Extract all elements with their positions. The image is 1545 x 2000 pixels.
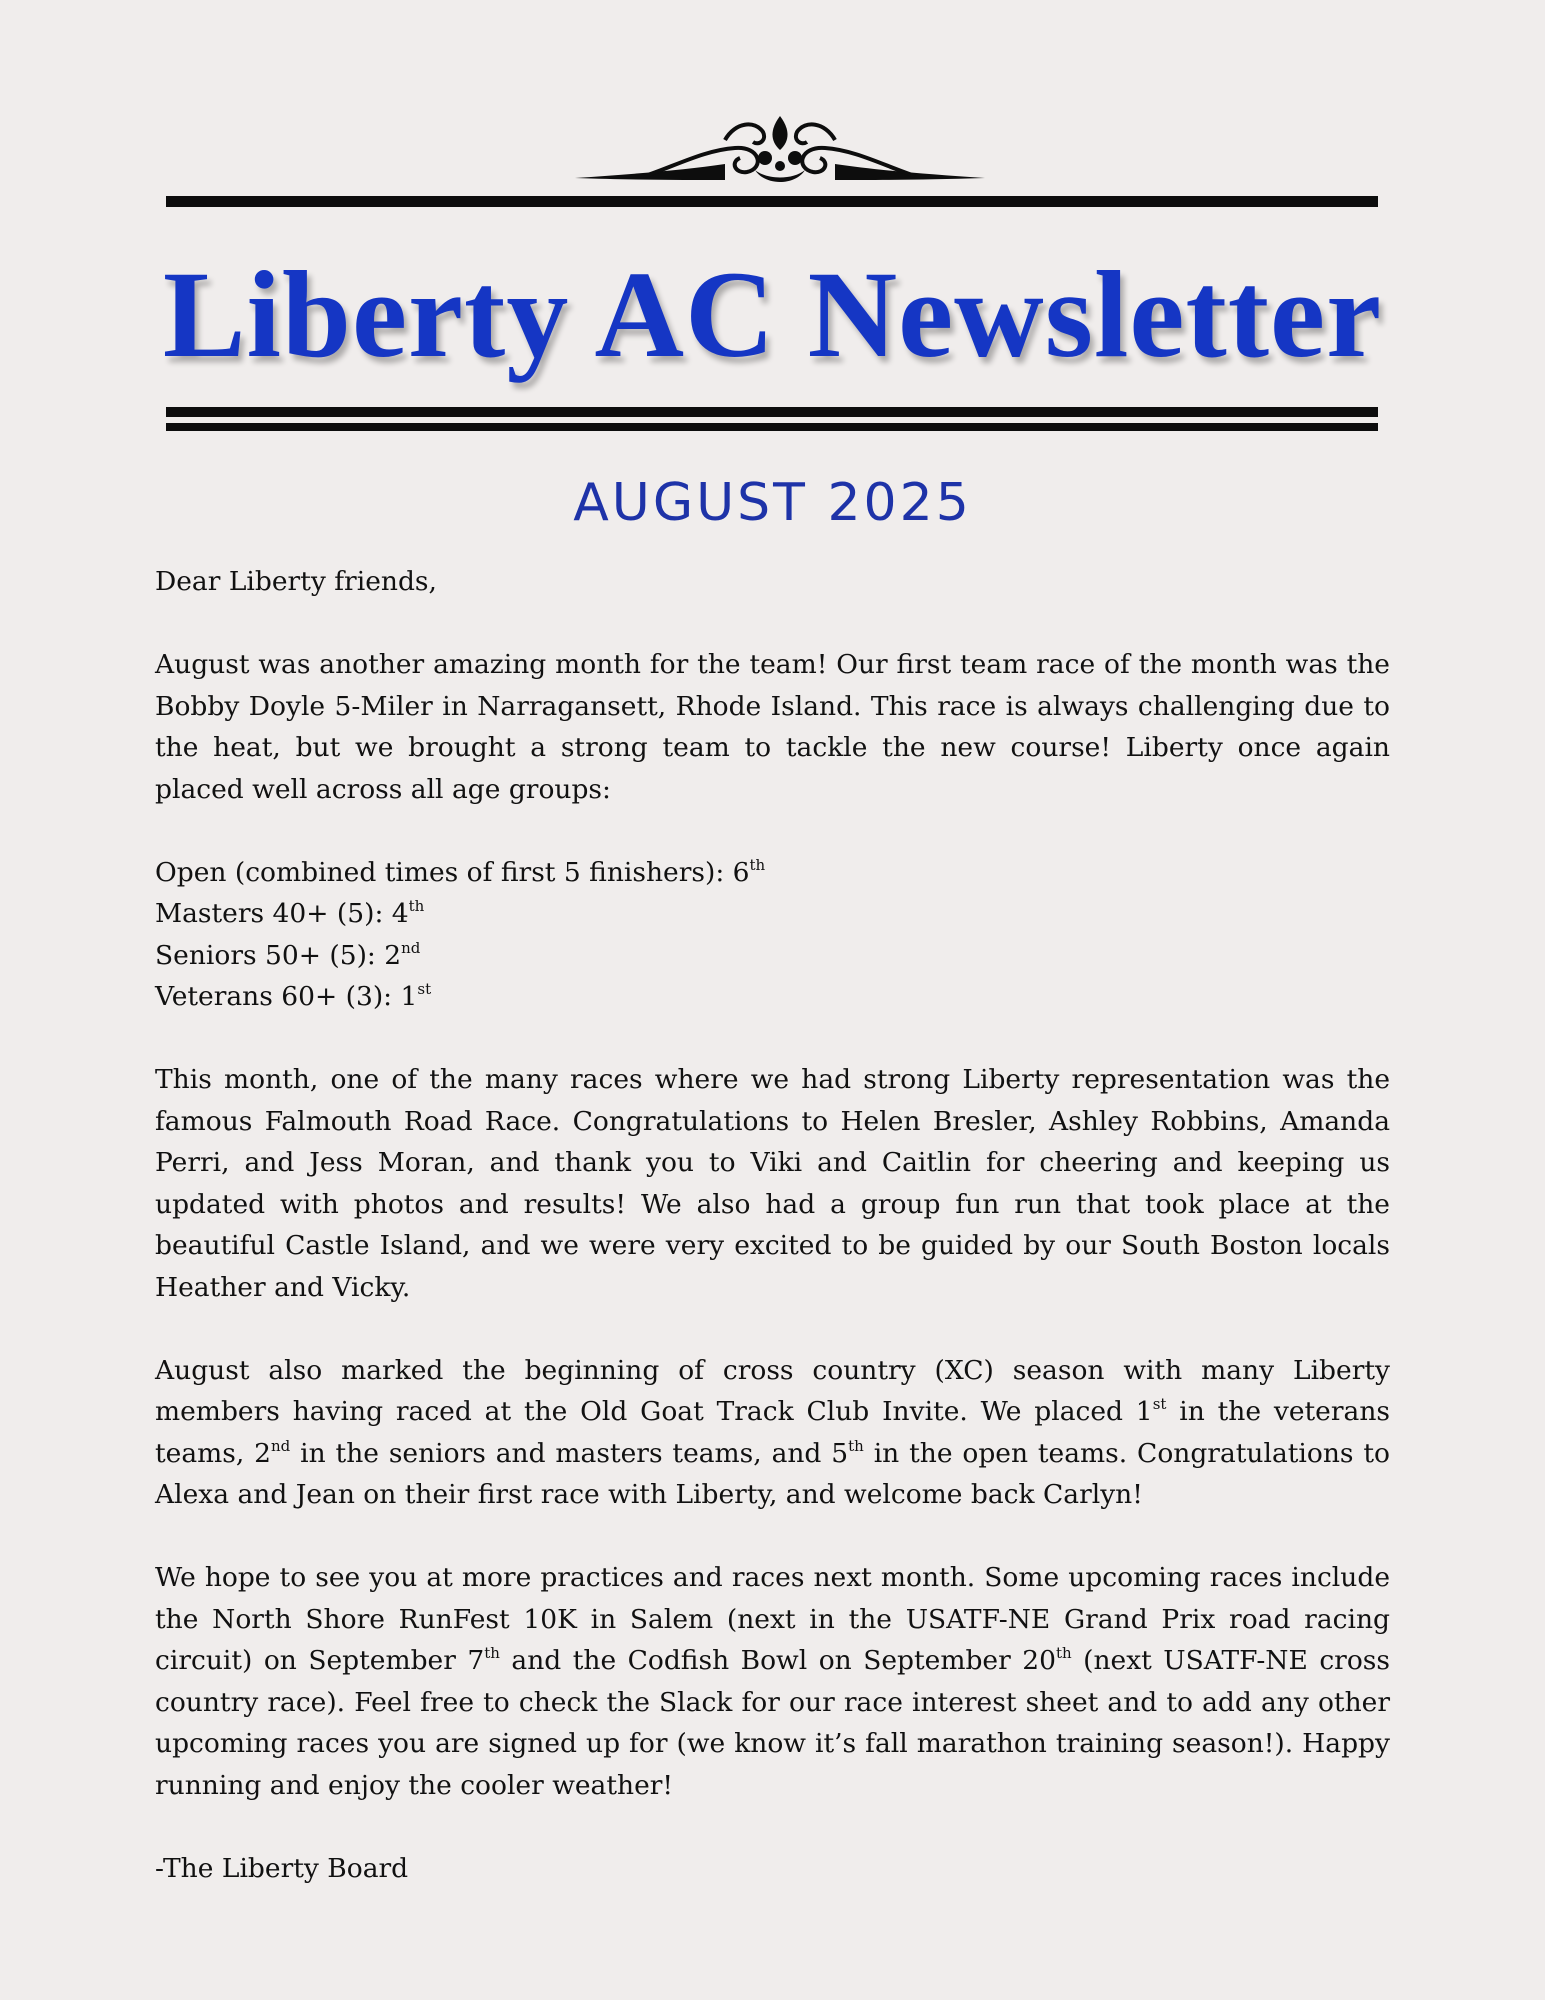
result-seniors: Seniors 50+ (5): 2nd xyxy=(155,938,421,971)
issue-date: AUGUST 2025 xyxy=(573,473,972,533)
paragraph-upcoming-races: We hope to see you at more practices and races next month. Some upcoming races include the North Shore RunFest 10K in Salem (next in the USATF-NE Grand Prix road racing circuit) on September 7th and the Codfish Bowl on September 20th (next USATF-NE cross country race). Feel free to check the Slack for our race interest sheet and to add any other upcoming races you are signed up for (we know it’s fall marathon training season!). Happy running and enjoy the cooler weather! xyxy=(155,1562,1390,1801)
paragraph-cross-country: August also marked the beginning of cross country (XC) season with many Liberty members having raced at the Old Goat Track Club Invite. We placed 1st in the veterans teams, 2nd in the seniors and masters teams, and 5th in the open teams. Congratulations to Alexa and Jean on their first race with Liberty, and welcome back Carlyn! xyxy=(155,1354,1390,1510)
letter-body xyxy=(155,561,1390,1931)
paragraph-falmouth: This month, one of the many races where we had strong Liberty representation was the famous Falmouth Road Race. Congratulations to Helen Bresler, Ashley Robbins, Amanda Perri, and Jess Moran, and thank you to Viki and Caitlin for cheering and keeping us updated with photos and results! We also had a group fun run that took place at the beautiful Castle Island, and we were very excited to be guided by our South Boston locals Heather and Vicky. xyxy=(155,1064,1390,1303)
header-bottom-rule-lower xyxy=(166,423,1378,431)
header-top-rule xyxy=(166,196,1378,207)
newsletter-title: Liberty AC Newsletter xyxy=(162,246,1383,383)
result-veterans: Veterans 60+ (3): 1st xyxy=(155,980,432,1012)
team-results-list xyxy=(155,852,1390,1018)
result-masters: Masters 40+ (5): 4th xyxy=(155,897,425,929)
paragraph-bobby-doyle: August was another amazing month for the team! Our first team race of the month was the Bobby Doyle 5-Miler in Narragansett, Rhode Island. This race is always challenging due to the heat, but we brought a strong team to tackle the new course! Liberty once again placed well across all age groups: xyxy=(155,649,1390,805)
header-bottom-rule-upper xyxy=(166,407,1378,417)
signoff: -The Liberty Board xyxy=(155,1852,409,1884)
scroll-flourish-ornament-icon xyxy=(575,110,985,190)
result-open: Open (combined times of first 5 finishers): 6th xyxy=(155,855,766,888)
greeting: Dear Liberty friends, xyxy=(155,566,437,597)
